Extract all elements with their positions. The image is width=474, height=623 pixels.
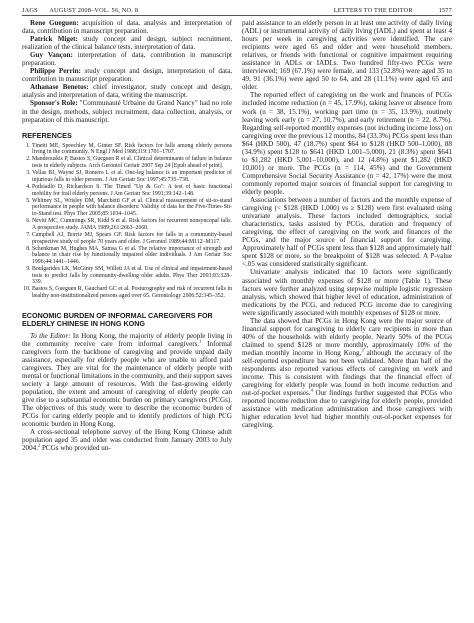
page-number: 1577 xyxy=(438,7,452,14)
reference-item: 2. Mandeouskis P, Bastos S, Gueguen R et al. Clinical determinants of failure in balance tests in elderly subjects. Arch Gerontol Geriatr 2007 Sep 24 [Epub ahead of print]. xyxy=(32,156,232,169)
letter-paragraph: A cross-sectional telephone survey of the Hong Kong Chinese adult population aged 35 and older was conducted from January 2003 to July 2004.$^2$ PCGs who provided un- xyxy=(22,428,232,453)
issue-info: AUGUST 2008–VOL. 56, NO. 8 xyxy=(49,7,139,14)
references-heading: REFERENCES xyxy=(22,130,72,140)
running-header xyxy=(22,7,452,16)
contribution-item: Athanase Benetos: chief investigator, study concept and design, analysis and interpretation of data, writing the manuscript. xyxy=(22,83,232,100)
reference-item: 3. Vellas BJ, Wayne SJ, Romero L et al. One-leg balance is an important predictor of injurious falls in older persons. J Am Geriatr Soc 1997;45:735–738. xyxy=(32,170,232,183)
reference-item: 8. Schenkman M, Hughes MA, Samsa G et al. The relative importance of strength and balance in chair rise by functionally impaired older individuals. J Am Geriatr Soc 1996;44:1441–1446. xyxy=(32,246,232,266)
salutation: To the Editor: xyxy=(30,331,71,340)
body-paragraph: The data showed that PCGs in Hong Kong were the major source of financial support for caregiving to elderly care recipients in more than 40% of the households with elderly people. Nearly 50% of the PCGs claimed to spend $128 or more monthly, approximately 10% of the median monthly income in Hong Kong,$^3$ although the accuracy of the self-reported expenditure has not been validated. More than half of the respondents also reported various effects of caregiving on work and income. This is consistent with findings that the financial effect of caregiving for elderly people was found in both income reduction and out-of-pocket expenses.$^4$ Our findings further suggested that PCGs who reported income reduction due to caregiving for elderly people, provided assistance with medication administration and those caregivers with higher education level had higher monthly out-of-pocket expenses for caregiving. xyxy=(242,316,453,430)
body-paragraph: The reported effect of caregiving on the work and finances of PCGs included income reduction (n = 45, 17.9%), taking leave or absence from work (n = 38, 15.1%), working part time (n = 35, 13.9%), routinely leaving work early (n = 27, 10.7%), and early retirement (n = 22, 8.7%). Regarding self-reported monthly expenses (not including income loss) on caregiving over the previous 12 months, 84 (33.3%) PCGs spent less than $64 (HKD 500), 47 (18.7%) spent $64 to $128 (HKD 500–1,000), 88 (34.9%) spent $128 to $641 (HKD 1,001–5,000), 21 (8.3%) spent $641 to $1,282 (HKD 5,001–10,000), and 12 (4.8%) spent $1,282 (HKD 10,001) or more. The PCGs (n = 114, 45%) and the Government Comprehensive Social Security Assistance (n = 42, 17%) were the most commonly reported major sources of financial support for caregiving to elderly people. xyxy=(242,91,452,196)
header-left xyxy=(22,7,148,14)
citation-marker: 4 xyxy=(310,387,313,393)
contribution-item: Patrick Miget: study concept and design, subject recruitment, realization of the clinical balance tests, interpretation of data. xyxy=(22,35,232,52)
left-column xyxy=(22,19,232,452)
reference-item: 7. Campbell AJ, Borrie MJ, Spears GF. Risk factors for falls in a community-based prospective study of people 70 years and older. J Gerontol 1989;44:M112–M117. xyxy=(32,232,232,245)
body-paragraph: Associations between a number of factors and the monthly expense of caregiving (< $128 (HKD 1,000) vs ≥ $128) were first evaluated using univariate analysis. These factors included demographics, social characteristics, tasks assisted by PCGs, duration and frequency of caregiving, the effect of caregiving on the work and finances of the PCGs, and the major source of financial support for caregiving. Approximately half of PCGs spent less than $128 and approximately half spent $128 or more, so the breakpoint of $128 was selected. A P-value <.05 was considered statistically significant. xyxy=(242,196,452,269)
contribution-item: Philippe Perrin: study concept and design, interpretation of data, contribution in manuscript preparation. xyxy=(22,67,232,84)
sponsor-role: Sponsor's Role: "Communauté Urbaine du Grand Nancy" had no role in the design, methods, subject recruitment, data collection, analysis, or preparation of this manuscript. xyxy=(22,99,233,124)
reference-item: 9. Boulgarides LK, McGinty SM, Willett JA et al. Use of clinical and impairment-based tests to predict falls by community-dwelling older adults. Phys Ther 2003;83:328–339. xyxy=(32,266,232,286)
reference-list xyxy=(22,143,232,300)
right-column xyxy=(242,19,452,452)
body-paragraph: paid assistance to an elderly person in at least one activity of daily living (ADL) or instrumental activity of daily living (IADL) and spent at least 4 hours per week in caregiving activities were identified. The care recipients were aged 65 and older and were household members, relatives, or friends with functional or cognitive impairment requiring assistance in ADLs or IADLs. Two hundred fifty-two PCGs were interviewed; 169 (67.1%) were female, and 133 (52.8%) were aged 35 to 49, 91 (36.1%) were aged 50 to 64, and 28 (11.1%) were aged 65 and older. xyxy=(242,19,452,92)
journal-abbrev: JAGS xyxy=(22,7,38,14)
reference-item: 10. Bastos S, Gueguen R, Gauchard GC et al. Posturography and risk of recurrent falls in healthy non-institutionalized persons aged over 65. Gerontology 2006;52:345–352. xyxy=(32,286,232,299)
body-paragraph: Univariate analysis indicated that 10 factors were significantly associated with monthly expenses of $128 or more (Table 1). These factors were further analyzed using stepwise multiple logistic regression analysis, which showed that higher level of education, administration of medications by the PCG, and reduced PCG income due to caregiving were significantly associated with monthly expenses of $128 or more. xyxy=(242,268,452,317)
text-columns xyxy=(22,19,452,452)
citation-marker: 3 xyxy=(361,347,364,353)
reference-item: 6. Nevitt MC, Cummings SR, Kidd S et al. Risk factors for recurrent nonsyncopal falls. A prospective study. JAMA 1989;261:2663–2668. xyxy=(32,218,232,231)
author-contributions xyxy=(22,19,232,124)
contribution-item: Guy Vançon: interpretation of data, contribution in manuscript preparation. xyxy=(22,51,232,68)
citation-marker: 2 xyxy=(37,442,41,448)
header-right xyxy=(310,7,452,14)
section-name: LETTERS TO THE EDITOR xyxy=(333,7,413,14)
reference-item: 4. Podsiadlo D, Richardson S. The Timed "Up & Go": A test of basic functional mobility for frail elderly persons. J Am Geriatr Soc 1991;39:142–148. xyxy=(32,184,232,197)
contribution-item: Rene Gueguen: acquisition of data, analysis and interpretation of data, contribution in manuscript preparation. xyxy=(22,19,232,36)
letter-paragraph: To the Editor: In Hong Kong, the majority of elderly people living in the community receive care from informal caregivers.$^1$ Informal caregivers form the backbone of caregiving and provide unpaid daily assistance, especially for elderly people who are unable to afford paid caregivers. They are vital for the maintenance of elderly people with mental or functional limitations in the community, and their support saves society a large amount of resources. With the fast-growing elderly population, the extent and amount of caregiving of elderly people can give rise to a substantial economic burden on primary caregivers (PCGs). The objectives of this study were to describe the economic burden of PCGs for caring elderly people and to identify predictors of high PCG economic burden in Hong Kong. xyxy=(22,331,233,429)
reference-item: 5. Whitney SL, Wrisley DM, Marchetti GF et al. Clinical measurement of sit-to-stand performance in people with balance disorders: Validity of data for the Five-Times-Sit-to-Stand test. Phys Ther 2005;85:1034–1045. xyxy=(32,198,232,218)
letter-title: ECONOMIC BURDEN OF INFORMAL CAREGIVERS FOR ELDERLY CHINESE IN HONG KONG xyxy=(22,310,213,329)
citation-marker: 1 xyxy=(199,338,202,344)
reference-item: 1. Tinetti ME, Speechley M, Ginter SF. Risk factors for falls among elderly persons living in the community. N Engl J Med 1988;319:1701–1707. xyxy=(32,143,232,156)
